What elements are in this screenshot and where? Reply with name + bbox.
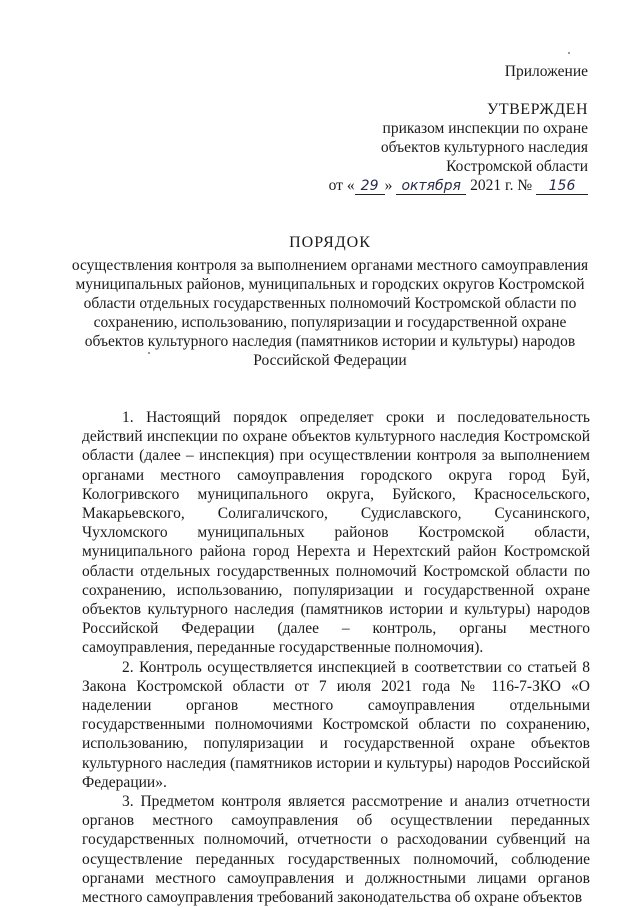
handwritten-day: 29 <box>355 178 385 195</box>
approved-line-1: приказом инспекции по охране <box>382 120 588 137</box>
approval-block <box>329 62 588 195</box>
scan-speck <box>148 352 150 354</box>
approval-date-line <box>329 176 588 195</box>
appendix-label: Приложение <box>504 63 588 80</box>
handwritten-order-number: 156 <box>536 178 588 195</box>
document-title-block <box>70 233 590 370</box>
date-year: 2021 г. № <box>470 177 533 194</box>
paragraph-1: 1. Настоящий порядок определяет сроки и последовательность действий инспекции по охране объектов культурного наследия Костромской области (далее – инспекция) при осуществлении контроля за выполнением органами местного самоуправления городского округа город Буй, Кологривского муниципального округа, Буйского, Красносельского, Макарьевского, Солигаличского, Судиславского, Сусанинского, Чухломского муниципальных районов Костромской области, муниципального района город Нерехта и Нерехтский район Костромской области отдельных государственных полномочий Костромской области по сохранению, использованию, популяризации и государственной охране объектов культурного наследия (памятников истории и культуры) народов Российской Федерации (далее – контроль, органы местного самоуправления, переданные государственные полномочия). <box>82 409 590 657</box>
document-title: ПОРЯДОК <box>289 234 371 251</box>
date-mid: » <box>384 177 393 194</box>
approved-line-2: объектов культурного наследия <box>380 139 588 156</box>
paragraph-3: 3. Предметом контроля является рассмотрение и анализ отчетности органов местного самоуправления об осуществлении переданных государственных полномочий, отчетности о расходовании субвенций на осуществление переданных государственных полномочий, соблюдение органами местного самоуправления и должностными лицами органов местного самоуправления требований законодательства об охране объектов <box>82 793 590 907</box>
handwritten-month: октября <box>396 178 466 195</box>
date-prefix: от « <box>328 177 355 194</box>
document-body <box>82 408 590 907</box>
approved-line-3: Костромской области <box>446 158 588 175</box>
document-subtitle: осуществления контроля за выполнением органами местного самоуправления муниципальных районов, муниципальных и городских округов Костромской области отдельных государственных полномочий Костромской области по сохранению, использованию, популяризации и государственной охране объектов культурного наследия (памятников истории и культуры) народов Российской Федерации <box>71 257 589 369</box>
paragraph-2: 2. Контроль осуществляется инспекцией в соответствии со статьей 8 Закона Костромской области от 7 июля 2021 года № 116-7-ЗКО «О наделении органов местного самоуправления отдельными государственными полномочиями Костромской области по сохранению, использованию, популяризации и государственной охране объектов культурного наследия (памятников истории и культуры) народов Российской Федерации». <box>82 658 590 791</box>
scan-speck <box>568 52 570 54</box>
approved-label: УТВЕРЖДЕН <box>487 101 588 118</box>
